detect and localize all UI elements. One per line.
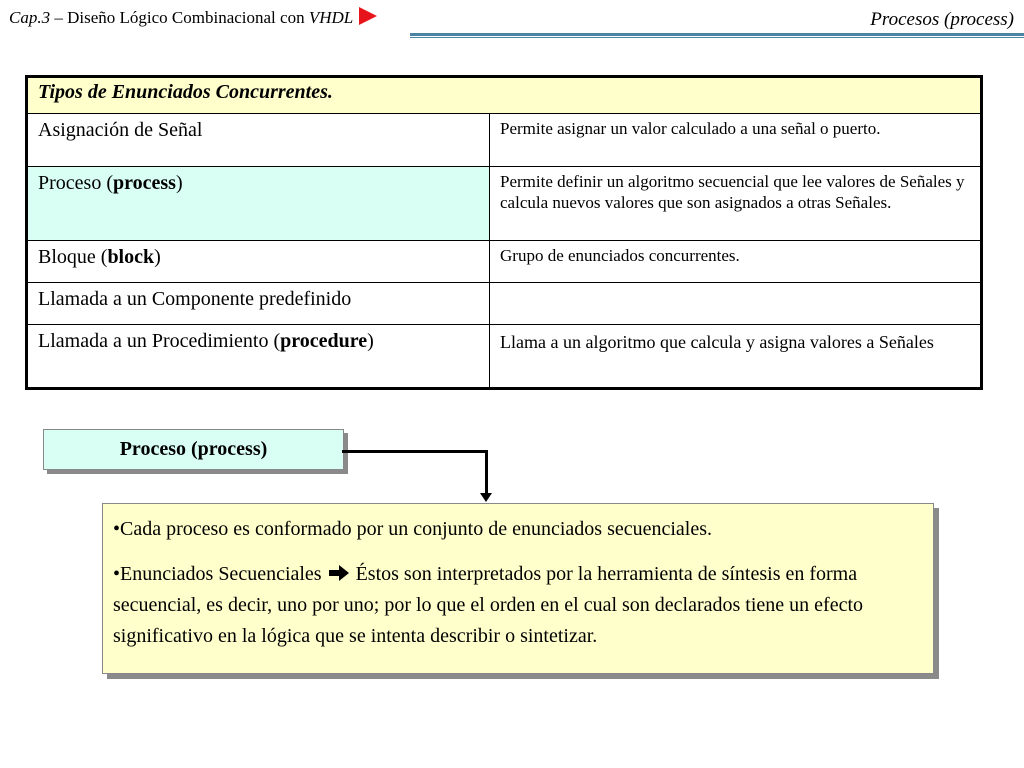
statement-description: Permite definir un algoritmo secuencial que lee valores de Señales y calcula nuevos valores que son asignados a otras Señales. — [490, 167, 982, 241]
statement-description: Grupo de enunciados concurrentes. — [490, 241, 982, 283]
description-bullet — [113, 559, 933, 652]
table-header-row — [27, 77, 982, 114]
concurrent-statements-table — [25, 75, 983, 390]
statement-name-suffix: ) — [367, 330, 374, 352]
table-row — [27, 283, 982, 325]
language-label: VHDL — [308, 8, 354, 27]
statement-name — [27, 283, 490, 325]
statement-description: Llama a un algoritmo que calcula y asigna valores a Señales — [490, 325, 982, 389]
connector-arrowhead-icon — [480, 493, 492, 502]
connector-line-horizontal — [342, 450, 487, 453]
statement-description: Permite asignar un valor calculado a una señal o puerto. — [490, 114, 982, 167]
statement-keyword: block — [107, 246, 155, 268]
statement-keyword: process — [112, 172, 176, 194]
process-description-box — [102, 503, 934, 674]
header-rule-thin — [410, 37, 1024, 38]
table-row — [27, 241, 982, 283]
table-row — [27, 325, 982, 389]
slide-header-left — [9, 7, 377, 29]
section-title: Procesos (process) — [870, 9, 1014, 30]
statement-name-text: Asignación de Señal — [38, 119, 203, 141]
statement-name-text: Proceso ( — [38, 172, 113, 194]
connector-line-vertical — [485, 450, 488, 495]
statement-name-suffix: ) — [154, 246, 161, 268]
statement-name — [27, 167, 490, 241]
bullet-lead-text: •Enunciados Secuenciales — [113, 563, 327, 585]
red-triangle-arrow-icon[interactable] — [359, 7, 377, 25]
table-title: Tipos de Enunciados Concurrentes. — [27, 77, 982, 114]
statement-name — [27, 114, 490, 167]
statement-name-text: Bloque ( — [38, 246, 108, 268]
statement-keyword: procedure — [280, 330, 368, 352]
table-row — [27, 114, 982, 167]
statement-name — [27, 241, 490, 283]
header-rule-thick — [410, 33, 1024, 36]
statement-name-suffix: ) — [175, 172, 183, 194]
description-bullet: •Cada proceso es conformado por un conjunto de enunciados secuenciales. — [113, 518, 713, 540]
statement-name — [27, 325, 490, 389]
statement-name-text: Llamada a un Componente predefinido — [38, 288, 352, 310]
statement-name-text: Llamada a un Procedimiento ( — [38, 330, 281, 352]
statement-description — [490, 283, 982, 325]
bold-right-arrow-icon — [329, 565, 349, 581]
process-label-box: Proceso (process) — [43, 429, 344, 470]
table-row — [27, 167, 982, 241]
chapter-label: Cap.3 — [9, 8, 51, 27]
bullet-body-text: Éstos son interpretados por la herramienta de síntesis en forma secuencial, es decir, uno por uno; por lo que el orden en el cual son declarados tiene un efecto significativo en la lógica que se intenta describir o sintetizar. — [113, 563, 864, 647]
chapter-title: – Diseño Lógico Combinacional con — [50, 8, 309, 27]
